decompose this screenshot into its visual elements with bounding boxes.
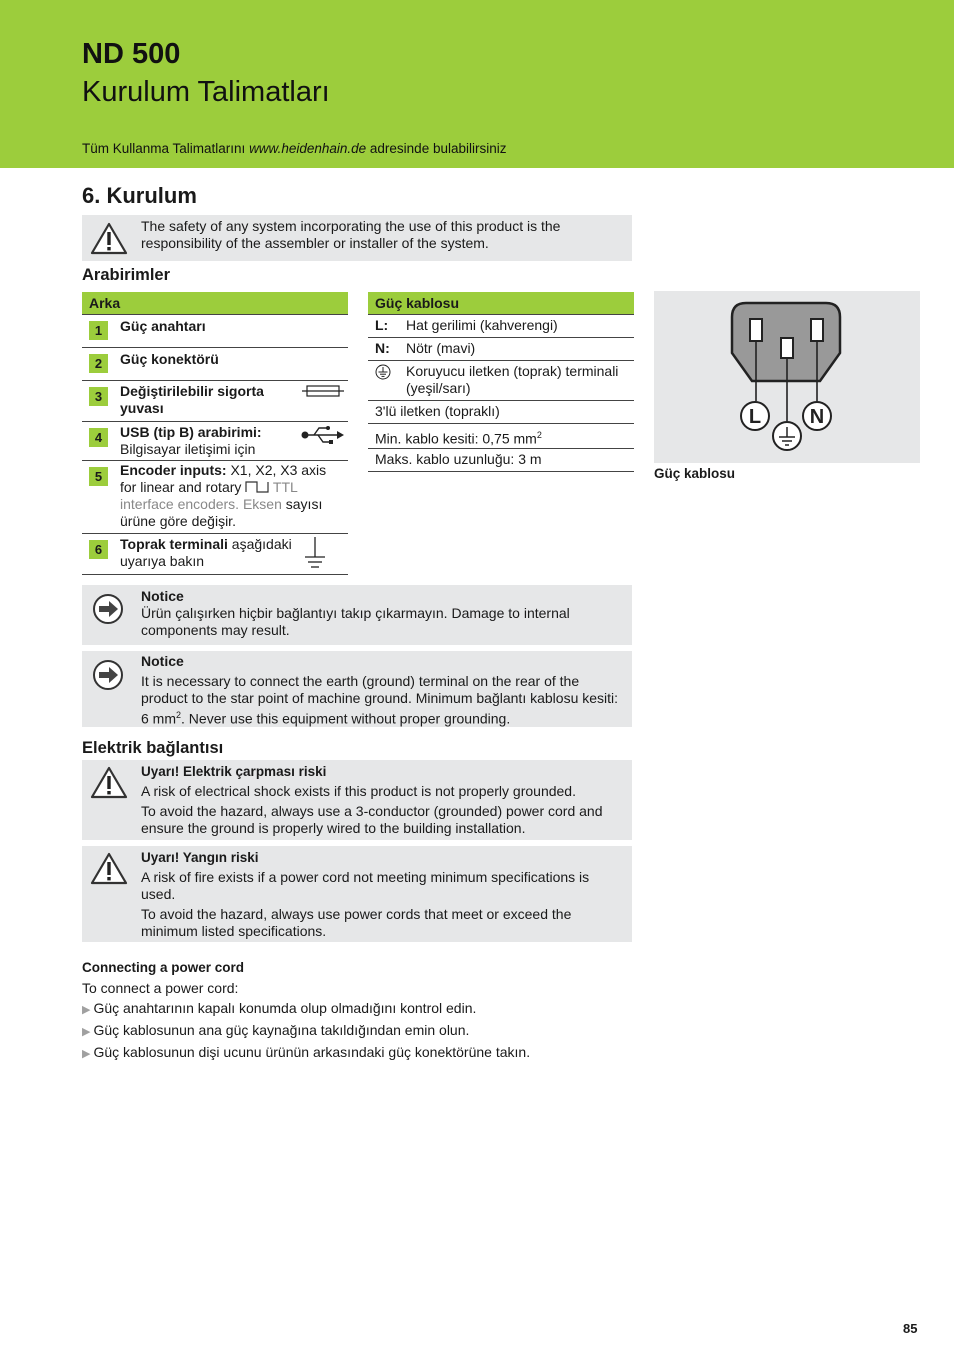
row-number: 1 <box>89 321 108 340</box>
section-title: 6. Kurulum <box>82 183 197 208</box>
rear-row-rest: Bilgisayar iletişimi için <box>120 441 256 457</box>
connecting-intro: To connect a power cord: <box>82 980 239 996</box>
step-text: Güç kablosunun ana güç kaynağına takıldığından emin olun. <box>93 1022 470 1038</box>
power-row-conductor <box>368 401 634 424</box>
electrical-heading: Elektrik bağlantısı <box>82 739 224 757</box>
notice-box-2 <box>82 651 632 727</box>
rear-row-bold: Encoder inputs: <box>120 462 227 478</box>
rear-row-bold: USB (tip B) arabirimi: <box>120 424 262 440</box>
power-max-length-text: Maks. kablo uzunluğu: 3 m <box>375 451 542 467</box>
power-row-min-section <box>368 424 634 449</box>
doc-title: ND 500 <box>82 38 181 70</box>
header-note <box>82 141 506 156</box>
figure-caption: Güç kablosu <box>654 466 736 481</box>
row-number: 6 <box>89 540 108 559</box>
notice-text-2 <box>141 653 622 728</box>
rear-table <box>82 292 348 576</box>
bullet-triangle-icon: ▶ <box>82 1026 91 1038</box>
warning-triangle-icon <box>90 851 128 885</box>
heidenhain-link[interactable]: www.heidenhain.de <box>249 141 367 156</box>
warning-text-fire <box>141 849 622 943</box>
power-cable-figure <box>654 291 920 463</box>
list-item <box>82 998 530 1020</box>
header-note-pre: Tüm Kullanma Talimatlarını <box>82 141 250 156</box>
notice-sup: 2 <box>176 710 182 720</box>
safety-note-text: The safety of any system incorporating the use of this product is the responsibility of the assembler or installer of the system. <box>141 218 561 251</box>
safety-note-box <box>82 215 632 261</box>
plug-label-L: L <box>748 406 762 428</box>
rear-row-rest: sayısı ürüne göre değişir. <box>120 496 323 529</box>
row-number: 4 <box>89 428 108 447</box>
rear-row-bold: Güç anahtarı <box>120 318 206 334</box>
rear-row-rest-gray: TTL interface encoders. Eksen <box>120 479 298 512</box>
warning-box-fire <box>82 846 632 942</box>
square-wave-icon <box>245 481 269 493</box>
warning-triangle-icon <box>90 221 128 255</box>
rear-row-label <box>120 462 342 530</box>
row-number: 3 <box>89 387 108 406</box>
power-row-value: Nötr (mavi) <box>406 340 476 356</box>
rear-row-label <box>120 424 262 458</box>
warning-box-shock <box>82 760 632 840</box>
rear-row-label <box>120 536 310 570</box>
bullet-triangle-icon: ▶ <box>82 1004 91 1016</box>
rear-row-bold: Değiştirilebilir sigorta yuvası <box>120 383 264 416</box>
list-item <box>82 1020 530 1042</box>
power-cable-table-header: Güç kablosu <box>368 292 634 314</box>
power-row-max-length <box>368 449 634 472</box>
doc-subtitle: Kurulum Talimatları <box>82 76 330 108</box>
protective-earth-icon <box>375 364 391 380</box>
connecting-steps <box>82 998 530 1064</box>
step-text: Güç kablosunun dişi ucunu ürünün arkasındaki güç konektörüne takın. <box>93 1044 531 1060</box>
power-min-section-text: Min. kablo kesiti: 0,75 mm <box>375 430 537 447</box>
rear-row-1 <box>82 315 348 348</box>
warning-paragraph: To avoid the hazard, always use power cords that meet or exceed the minimum listed specifications. <box>141 906 572 939</box>
power-row-key: N: <box>375 340 390 356</box>
notice-body: It is necessary to connect the earth (ground) terminal on the rear of the product to the star point of machine ground. Minimum bağlantı kablosu kesiti: 6 mm <box>141 673 619 727</box>
power-row-L <box>368 315 634 338</box>
rear-row-6 <box>82 534 348 575</box>
power-cable-table <box>368 292 634 474</box>
warning-text-shock <box>141 763 622 840</box>
header-note-post: adresinde bulabilirsiniz <box>366 141 507 156</box>
rear-row-3 <box>82 381 348 422</box>
connecting-heading: Connecting a power cord <box>82 960 245 975</box>
list-item <box>82 1042 530 1064</box>
rear-row-label <box>120 318 206 335</box>
notice-title: Notice <box>141 653 184 669</box>
rear-row-label <box>120 383 270 417</box>
notice-body: Ürün çalışırken hiçbir bağlantıyı takıp çıkarmayın. Damage to internal components may result. <box>141 605 570 638</box>
interfaces-heading: Arabirimler <box>82 266 171 284</box>
power-min-section-sup: 2 <box>536 430 542 440</box>
notice-box-1 <box>82 585 632 645</box>
row-number: 5 <box>89 467 108 486</box>
power-row-value: Hat gerilimi (kahverengi) <box>406 317 558 333</box>
rear-row-2 <box>82 348 348 381</box>
ground-icon <box>304 537 326 569</box>
row-number: 2 <box>89 354 108 373</box>
warning-paragraph: To avoid the hazard, always use a 3-conductor (grounded) power cord and ensure the ground is properly wired to the building installation. <box>141 803 603 836</box>
rear-row-rest: X1, X2, X3 axis for linear and rotary <box>120 462 327 495</box>
iec-plug-diagram <box>654 291 920 463</box>
step-text: Güç anahtarının kapalı konumda olup olmadığını kontrol edin. <box>93 1000 477 1016</box>
rear-table-header: Arka <box>82 292 348 314</box>
header-band <box>0 0 954 168</box>
notice-body-post: . Never use this equipment without proper grounding. <box>181 710 511 727</box>
plug-label-N: N <box>809 406 825 428</box>
rear-row-bold: Güç konektörü <box>120 351 219 367</box>
notice-arrow-icon <box>92 593 124 625</box>
rear-row-rest: aşağıdaki uyarıya bakın <box>120 536 292 569</box>
warning-paragraph: A risk of fire exists if a power cord not meeting minimum specifications is used. <box>141 869 590 902</box>
power-row-N <box>368 338 634 361</box>
warning-title: Uyarı! Yangın riski <box>141 850 259 865</box>
usb-icon <box>300 425 344 445</box>
fuse-icon <box>302 384 344 398</box>
power-row-value: Koruyucu iletken (toprak) terminali (yeşil/sarı) <box>406 363 619 396</box>
rear-row-5 <box>82 461 348 534</box>
warning-triangle-icon <box>90 765 128 799</box>
power-conductor-text: 3'lü iletken (topraklı) <box>375 403 500 419</box>
warning-title: Uyarı! Elektrik çarpması riski <box>141 764 327 779</box>
bullet-triangle-icon: ▶ <box>82 1048 91 1060</box>
notice-title: Notice <box>141 588 184 604</box>
notice-arrow-icon <box>92 659 124 691</box>
rear-row-bold: Toprak terminali <box>120 536 228 552</box>
warning-paragraph: A risk of electrical shock exists if this product is not properly grounded. <box>141 783 576 799</box>
rear-row-label <box>120 351 219 368</box>
rear-row-4 <box>82 422 348 461</box>
notice-text-1 <box>141 588 622 639</box>
power-row-PE <box>368 361 634 401</box>
page-number: 85 <box>903 1321 918 1336</box>
power-row-key: L: <box>375 317 389 333</box>
